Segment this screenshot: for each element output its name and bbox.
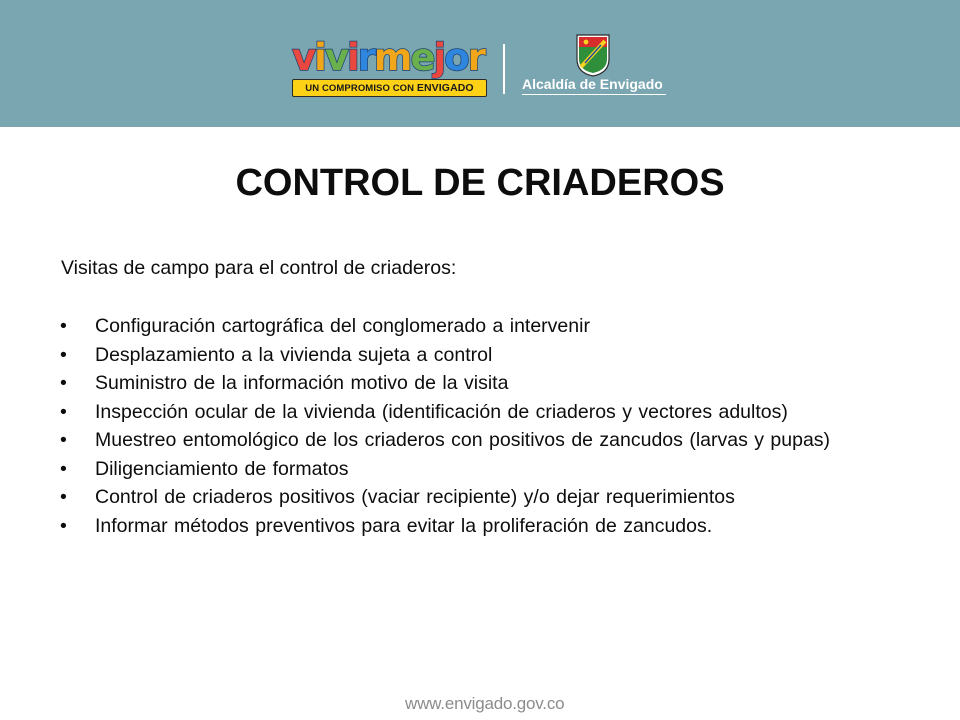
bullet-icon: • [60, 429, 67, 451]
list-item: • Control de criaderos positivos (vaciar recipiente) y/o dejar requerimientos [58, 483, 858, 512]
header-divider [503, 44, 505, 94]
bullet-icon: • [60, 457, 67, 480]
slide-title: CONTROL DE CRIADEROS [235, 162, 725, 204]
list-item: • Muestreo entomológico de los criaderos con positivos de zancudos (larvas y pupas) [58, 426, 858, 455]
header-banner [0, 0, 960, 127]
vivir-mejor-wordmark: vivirmejor [292, 36, 484, 79]
bullet-icon: • [60, 486, 67, 508]
footer-website-link[interactable]: www.envigado.gov.co [405, 694, 565, 713]
bullet-icon: • [60, 400, 67, 423]
bullet-icon: • [60, 343, 67, 366]
list-item: • Inspección ocular de la vivienda (identificación de criaderos y vectores adultos) [58, 398, 858, 427]
bullet-icon: • [60, 315, 67, 337]
envigado-crest-icon [575, 33, 611, 77]
bullet-icon: • [60, 372, 67, 394]
slide-intro: Visitas de campo para el control de criaderos: [61, 257, 457, 279]
vivir-mejor-logo [292, 36, 492, 98]
alcaldia-name: Alcaldía de Envigado [522, 76, 663, 92]
list-item: • Diligenciamiento de formatos [58, 455, 858, 484]
list-item: • Informar métodos preventivos para evitar la proliferación de zancudos. [58, 512, 858, 541]
activity-list [58, 312, 858, 540]
list-item: • Configuración cartográfica del conglomerado a intervenir [58, 312, 858, 341]
bullet-icon: • [60, 514, 67, 537]
list-item: • Desplazamiento a la vivienda sujeta a control [58, 341, 858, 370]
alcaldia-underline [522, 94, 666, 95]
list-item: • Suministro de la información motivo de la visita [58, 369, 858, 398]
vivir-mejor-tagline: UN COMPROMISO CON ENVIGADO [292, 79, 487, 97]
